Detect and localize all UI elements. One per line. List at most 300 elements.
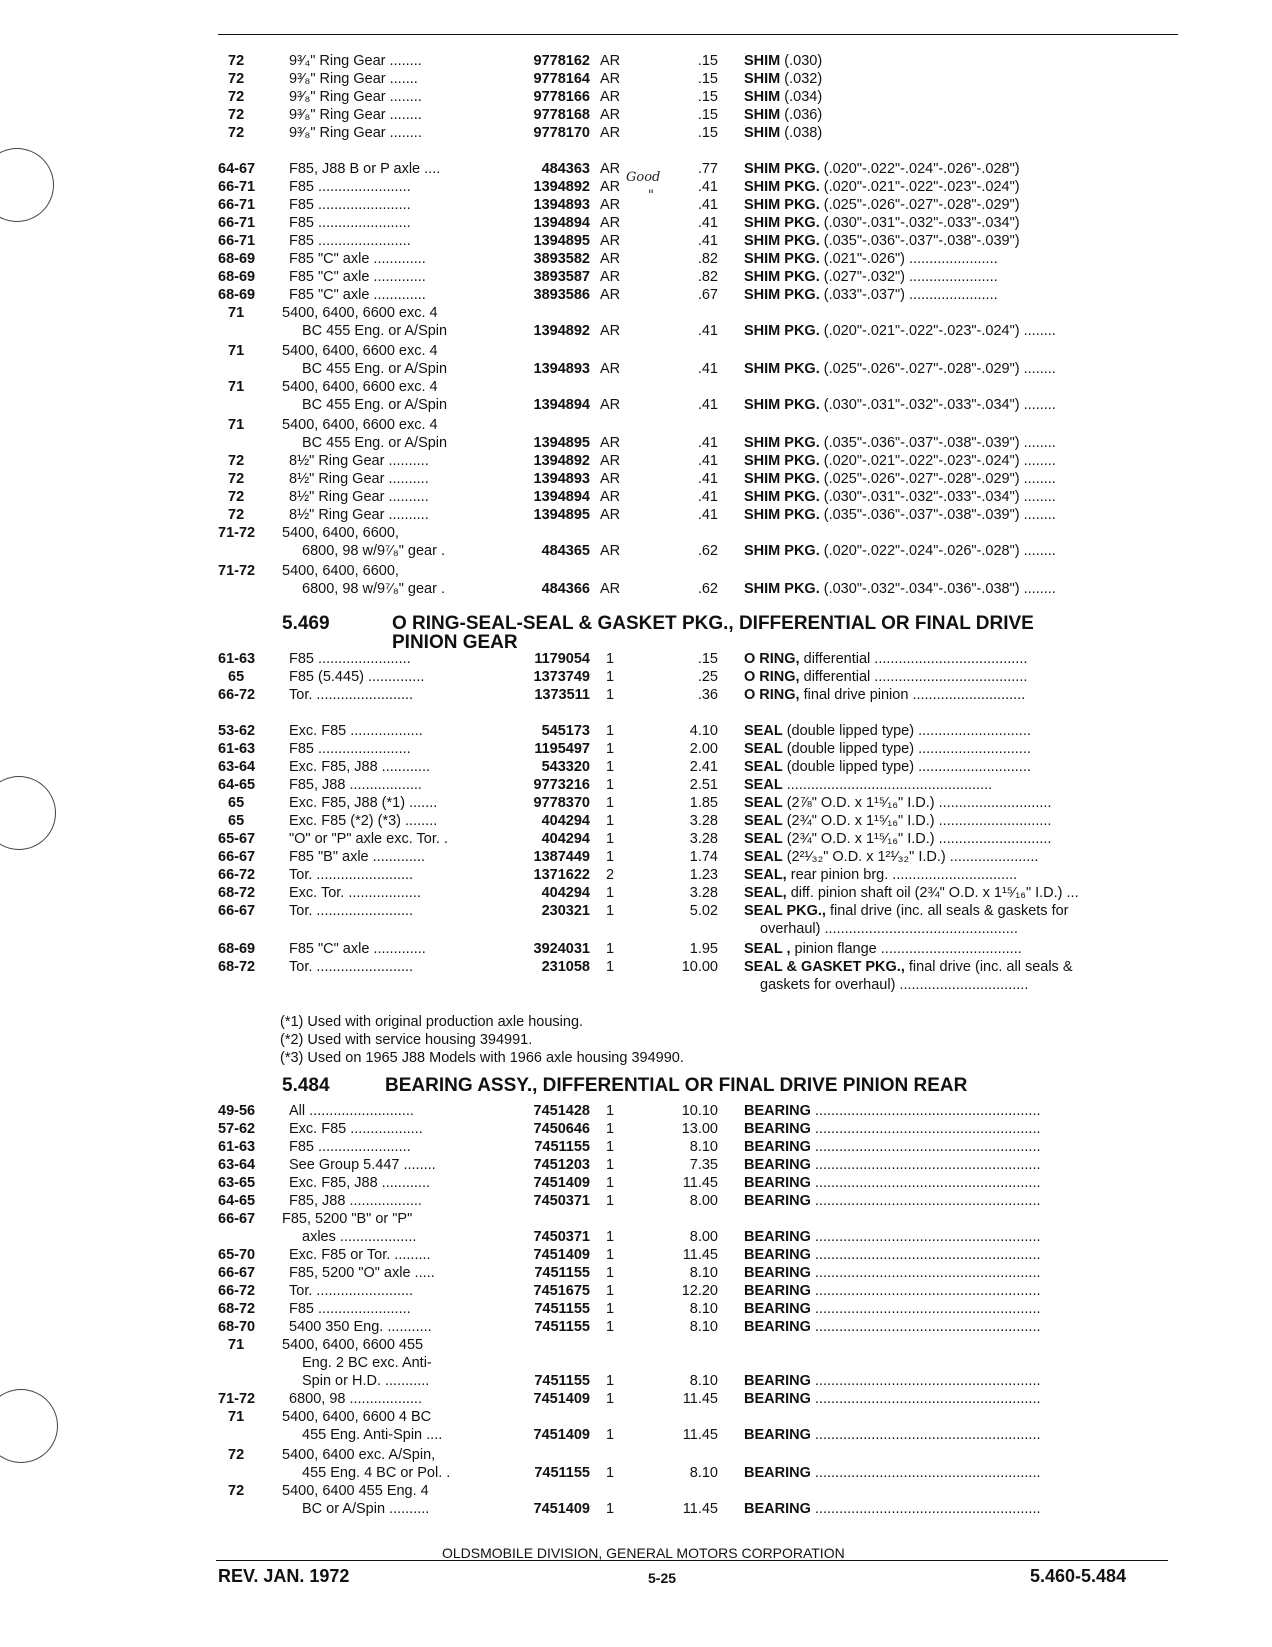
part-name-bold: BEARING (744, 1465, 811, 1481)
part-name-bold: SHIM PKG. (744, 233, 820, 249)
part-name-bold: SHIM PKG. (744, 197, 820, 213)
part-name-bold: SHIM PKG. (744, 361, 820, 377)
part-detail: final drive (inc. all seals & (908, 959, 1073, 975)
part-detail: (.033"-.037") ...................... (823, 287, 998, 303)
price: .82 (697, 251, 718, 267)
part-name (744, 488, 1174, 506)
part-detail: (2¾" O.D. x 1¹⁵⁄₁₆" I.D.) ............................ (786, 813, 1052, 829)
part-detail-line2: gaskets for overhaul) ................................ (760, 977, 1029, 993)
application-description: F85 ....................... (289, 1301, 411, 1317)
price: 8.10 (689, 1301, 718, 1317)
part-detail-line2: overhaul) ................................................ (760, 921, 1018, 937)
application-description-line3: Spin or H.D. ........... (302, 1373, 430, 1389)
part-number: 1394895 (533, 507, 590, 523)
application-description: Tor. ........................ (289, 959, 414, 975)
quantity: 1 (606, 1193, 615, 1209)
model-years: 72 (228, 53, 245, 69)
part-detail: (.035"-.036"-.037"-.038"-.039") (823, 233, 1020, 249)
price: .15 (697, 71, 718, 87)
part-name-bold: SHIM PKG. (744, 543, 820, 559)
model-years: 65-70 (218, 1247, 256, 1263)
model-years: 66-71 (218, 197, 256, 213)
quantity: 1 (606, 959, 615, 975)
part-number: 7451409 (533, 1175, 590, 1191)
application-description-line2: Eng. 2 BC exc. Anti- (302, 1355, 432, 1371)
application-description: F85 "C" axle ............. (289, 251, 426, 267)
application-description: F85, J88 .................. (289, 777, 422, 793)
part-name-bold: SHIM PKG. (744, 323, 820, 339)
part-name-bold: SHIM (744, 107, 781, 123)
part-name (744, 866, 1174, 884)
model-years: 66-71 (218, 233, 256, 249)
part-detail: (.030) (784, 53, 823, 69)
price: .25 (697, 669, 718, 685)
model-years: 68-69 (218, 269, 256, 285)
part-name (744, 650, 1174, 668)
part-number: 3893586 (533, 287, 590, 303)
part-detail: ........................................................ (814, 1265, 1041, 1281)
quantity: 1 (606, 759, 615, 775)
model-years: 71 (228, 1337, 245, 1353)
quantity: 1 (606, 1139, 615, 1155)
binder-hole (0, 776, 56, 850)
model-years: 71 (228, 379, 245, 395)
part-detail: (double lipped type) ............................ (786, 759, 1031, 775)
application-description: "O" or "P" axle exc. Tor. . (289, 831, 448, 847)
part-name-bold: BEARING (744, 1247, 811, 1263)
quantity: AR (600, 435, 621, 451)
part-detail: ........................................................ (814, 1427, 1041, 1443)
price: .41 (697, 215, 718, 231)
model-years: 57-62 (218, 1121, 256, 1137)
part-number: 9778168 (533, 107, 590, 123)
application-description: Tor. ........................ (289, 687, 414, 703)
part-name-bold: SEAL (744, 723, 783, 739)
application-description: 9³⁄₈" Ring Gear ........ (289, 89, 422, 105)
quantity: AR (600, 507, 621, 523)
part-name (744, 668, 1174, 686)
quantity: AR (600, 161, 621, 177)
application-description-line2: BC 455 Eng. or A/Spin (302, 397, 448, 413)
part-detail: ........................................................ (814, 1121, 1041, 1137)
part-name-bold: SHIM PKG. (744, 251, 820, 267)
application-description: F85 "B" axle ............. (289, 849, 426, 865)
application-description: 9³⁄₈" Ring Gear ....... (289, 71, 418, 87)
part-name-bold: BEARING (744, 1193, 811, 1209)
part-detail: ........................................................ (814, 1103, 1041, 1119)
application-description: F85 ....................... (289, 215, 411, 231)
part-name (744, 1138, 1174, 1156)
part-detail: (.020"-.021"-.022"-.023"-.024") ........ (823, 453, 1056, 469)
quantity: 1 (606, 669, 615, 685)
part-number: 1394894 (533, 215, 590, 231)
part-detail: diff. pinion shaft oil (2¾" O.D. x 1¹⁵⁄₁₆" I.D.) ... (790, 885, 1079, 901)
part-name (744, 70, 1174, 88)
part-number: 7451409 (533, 1501, 590, 1517)
application-description: F85 "C" axle ............. (289, 941, 426, 957)
part-detail: (2²¹⁄₃₂" O.D. x 1²¹⁄₃₂" I.D.) ...................... (786, 849, 1039, 865)
part-number: 7450646 (533, 1121, 590, 1137)
application-description: F85 ....................... (289, 197, 411, 213)
part-number: 1394892 (533, 179, 590, 195)
model-years: 66-72 (218, 867, 256, 883)
part-name-bold: SEAL PKG., (744, 903, 826, 919)
part-detail: (2¾" O.D. x 1¹⁵⁄₁₆" I.D.) ............................ (786, 831, 1052, 847)
price: 8.10 (689, 1139, 718, 1155)
part-name-bold: SHIM PKG. (744, 269, 820, 285)
section-5484-title: BEARING ASSY., DIFFERENTIAL OR FINAL DRIVE PINION REAR (385, 1075, 968, 1096)
part-number: 545173 (541, 723, 590, 739)
application-description: Tor. ........................ (289, 867, 414, 883)
part-detail: ........................................................ (814, 1301, 1041, 1317)
quantity: AR (600, 489, 621, 505)
part-name-bold: SEAL (744, 849, 783, 865)
part-name (744, 88, 1174, 106)
part-number: 7451155 (534, 1301, 590, 1317)
part-detail: (.032) (784, 71, 823, 87)
quantity: AR (600, 179, 621, 195)
model-years: 63-64 (218, 1157, 256, 1173)
price: .82 (697, 269, 718, 285)
part-detail: (.025"-.026"-.027"-.028"-.029") ........ (823, 361, 1056, 377)
price: .15 (697, 53, 718, 69)
quantity: AR (600, 233, 621, 249)
application-description: F85, 5200 "B" or "P" (282, 1211, 413, 1227)
model-years: 66-67 (218, 1211, 256, 1227)
application-description: Exc. F85, J88 ............ (289, 759, 431, 775)
model-years: 64-65 (218, 777, 256, 793)
part-name-bold: SEAL, (744, 885, 787, 901)
price: .15 (697, 89, 718, 105)
part-name (744, 1372, 1174, 1390)
part-name (744, 1120, 1174, 1138)
model-years: 66-71 (218, 215, 256, 231)
part-detail: (.021"-.026") ...................... (823, 251, 998, 267)
application-description: Exc. F85 .................. (289, 1121, 423, 1137)
price: .62 (697, 543, 718, 559)
top-rule (218, 34, 1178, 35)
quantity: AR (600, 323, 621, 339)
model-years: 65-67 (218, 831, 256, 847)
part-number: 3893582 (533, 251, 590, 267)
part-name (744, 452, 1174, 470)
model-years: 71-72 (218, 525, 256, 541)
part-number: 231058 (541, 959, 590, 975)
part-detail: (.035"-.036"-.037"-.038"-.039") ........ (823, 507, 1056, 523)
model-years: 65 (228, 669, 245, 685)
part-number: 484366 (541, 581, 590, 597)
part-detail: (double lipped type) ............................ (786, 723, 1031, 739)
application-description-line2: 6800, 98 w/9⁷⁄₈" gear . (302, 581, 445, 597)
part-name-bold: BEARING (744, 1157, 811, 1173)
part-name (744, 902, 1174, 920)
part-name (744, 232, 1174, 250)
application-description: 5400, 6400, 6600 exc. 4 (282, 343, 438, 359)
quantity: 1 (606, 687, 615, 703)
part-number: 3924031 (533, 941, 590, 957)
part-name (744, 268, 1174, 286)
application-description: F85, J88 .................. (289, 1193, 422, 1209)
quantity: AR (600, 71, 621, 87)
part-name-bold: SHIM PKG. (744, 161, 820, 177)
part-name (744, 214, 1174, 232)
price: .41 (697, 323, 718, 339)
part-detail: ........................................................ (814, 1193, 1041, 1209)
application-description: 8½" Ring Gear .......... (289, 507, 429, 523)
part-detail: ........................................................ (814, 1247, 1041, 1263)
part-name (744, 470, 1174, 488)
quantity: 1 (606, 1265, 615, 1281)
part-name-bold: BEARING (744, 1319, 811, 1335)
model-years: 68-72 (218, 959, 256, 975)
handwritten-check-ditto: " (648, 188, 654, 203)
model-years: 72 (228, 507, 245, 523)
application-description: F85 "C" axle ............. (289, 269, 426, 285)
part-name (744, 506, 1174, 524)
price: 1.85 (689, 795, 718, 811)
part-name (744, 830, 1174, 848)
application-description-line2: BC 455 Eng. or A/Spin (302, 323, 448, 339)
part-number: 7451155 (534, 1319, 590, 1335)
price: .41 (697, 179, 718, 195)
model-years: 53-62 (218, 723, 256, 739)
part-name-bold: SHIM PKG. (744, 287, 820, 303)
quantity: AR (600, 269, 621, 285)
price: 8.10 (689, 1373, 718, 1389)
application-description-line2: 6800, 98 w/9⁷⁄₈" gear . (302, 543, 445, 559)
quantity: 1 (606, 1319, 615, 1335)
footnote-3: (*3) Used on 1965 J88 Models with 1966 axle housing 394990. (280, 1050, 684, 1066)
part-detail: ........................................................ (814, 1139, 1041, 1155)
application-description: F85, 5200 "O" axle ..... (289, 1265, 435, 1281)
application-description: F85 (5.445) .............. (289, 669, 425, 685)
part-number: 230321 (541, 903, 590, 919)
model-years: 71 (228, 1409, 245, 1425)
price: 11.45 (682, 1501, 718, 1517)
part-number: 9778162 (533, 53, 590, 69)
part-number: 404294 (541, 813, 590, 829)
part-number: 1394895 (533, 435, 590, 451)
part-detail: differential ...................................... (803, 651, 1028, 667)
quantity: 1 (606, 903, 615, 919)
part-number: 7450371 (533, 1229, 590, 1245)
part-number: 7451155 (534, 1265, 590, 1281)
model-years: 68-72 (218, 1301, 256, 1317)
application-description: F85 "C" axle ............. (289, 287, 426, 303)
part-name-bold: BEARING (744, 1175, 811, 1191)
quantity: 2 (606, 867, 615, 883)
price: 8.00 (689, 1229, 718, 1245)
part-name (744, 160, 1174, 178)
part-name-bold: BEARING (744, 1373, 811, 1389)
model-years: 68-69 (218, 251, 256, 267)
price: 3.28 (689, 813, 718, 829)
part-name (744, 1500, 1174, 1518)
price: 8.10 (689, 1265, 718, 1281)
part-name (744, 1390, 1174, 1408)
part-detail: (.030"-.031"-.032"-.033"-.034") ........ (823, 397, 1056, 413)
part-name (744, 322, 1174, 340)
part-name (744, 958, 1174, 976)
part-name (744, 848, 1174, 866)
quantity: 1 (606, 1229, 615, 1245)
model-years: 61-63 (218, 741, 256, 757)
application-description-line2: BC 455 Eng. or A/Spin (302, 361, 448, 377)
part-number: 7451409 (533, 1391, 590, 1407)
part-name (744, 884, 1174, 902)
application-description: Exc. F85, J88 (*1) ....... (289, 795, 438, 811)
part-name-bold: SHIM (744, 71, 781, 87)
part-detail: (.020"-.022"-.024"-.026"-.028") ........ (823, 543, 1056, 559)
quantity: 1 (606, 1301, 615, 1317)
footnote-2: (*2) Used with service housing 394991. (280, 1032, 533, 1048)
part-number: 1394893 (533, 471, 590, 487)
part-number: 7451155 (534, 1465, 590, 1481)
part-name-bold: SHIM PKG. (744, 397, 820, 413)
quantity: 1 (606, 1247, 615, 1263)
price: .36 (697, 687, 718, 703)
quantity: AR (600, 471, 621, 487)
application-description: 5400, 6400 455 Eng. 4 (282, 1483, 429, 1499)
part-number: 543320 (541, 759, 590, 775)
application-description: Exc. Tor. .................. (289, 885, 421, 901)
part-number: 9778164 (533, 71, 590, 87)
price: 3.28 (689, 831, 718, 847)
part-detail: ........................................................ (814, 1229, 1041, 1245)
part-detail: (.025"-.026"-.027"-.028"-.029") ........ (823, 471, 1056, 487)
price: 2.41 (689, 759, 718, 775)
application-description: F85 ....................... (289, 741, 411, 757)
part-number: 7451409 (533, 1247, 590, 1263)
part-name-bold: BEARING (744, 1283, 811, 1299)
price: .41 (697, 453, 718, 469)
quantity: 1 (606, 1373, 615, 1389)
part-name-bold: SEAL (744, 759, 783, 775)
part-name (744, 196, 1174, 214)
quantity: AR (600, 197, 621, 213)
model-years: 66-67 (218, 1265, 256, 1281)
part-number: 484363 (541, 161, 590, 177)
model-years: 66-67 (218, 903, 256, 919)
quantity: 1 (606, 1157, 615, 1173)
part-detail: rear pinion brg. ............................... (790, 867, 1018, 883)
application-description: 8½" Ring Gear .......... (289, 453, 429, 469)
model-years: 65 (228, 795, 245, 811)
model-years: 61-63 (218, 651, 256, 667)
application-description: 9³⁄₈" Ring Gear ........ (289, 107, 422, 123)
price: .41 (697, 397, 718, 413)
model-years: 66-71 (218, 179, 256, 195)
quantity: AR (600, 125, 621, 141)
application-description: 5400, 6400, 6600 4 BC (282, 1409, 432, 1425)
model-years: 68-69 (218, 941, 256, 957)
application-description: Exc. F85 (*2) (*3) ........ (289, 813, 438, 829)
quantity: AR (600, 453, 621, 469)
part-detail: (.038) (784, 125, 823, 141)
part-name (744, 940, 1174, 958)
application-description: 5400, 6400, 6600, (282, 563, 399, 579)
part-detail: ........................................................ (814, 1319, 1041, 1335)
model-years: 64-67 (218, 161, 256, 177)
price: .15 (697, 125, 718, 141)
part-name-bold: SHIM PKG. (744, 435, 820, 451)
part-number: 7451675 (533, 1283, 590, 1299)
part-name (744, 1426, 1174, 1444)
part-number: 484365 (541, 543, 590, 559)
part-number: 1394892 (533, 323, 590, 339)
part-name-bold: O RING, (744, 687, 800, 703)
part-number: 7451203 (533, 1157, 590, 1173)
price: 1.23 (689, 867, 718, 883)
part-detail: pinion flange ................................... (794, 941, 1022, 957)
part-number: 1373749 (533, 669, 590, 685)
model-years: 65 (228, 813, 245, 829)
part-number: 1179054 (534, 651, 590, 667)
part-name-bold: SEAL (744, 831, 783, 847)
price: 10.00 (681, 959, 718, 975)
price: .41 (697, 435, 718, 451)
part-name-bold: SHIM PKG. (744, 581, 820, 597)
part-name (744, 686, 1174, 704)
model-years: 66-67 (218, 849, 256, 865)
price: 10.10 (681, 1103, 718, 1119)
part-number: 3893587 (533, 269, 590, 285)
part-number: 7451428 (533, 1103, 590, 1119)
part-name-bold: SEAL, (744, 867, 787, 883)
price: .15 (697, 107, 718, 123)
application-description: F85 ....................... (289, 179, 411, 195)
model-years: 72 (228, 489, 245, 505)
quantity: 1 (606, 1427, 615, 1443)
part-detail: (2⅞" O.D. x 1¹⁵⁄₁₆" I.D.) ............................ (786, 795, 1052, 811)
price: 13.00 (681, 1121, 718, 1137)
application-description: 5400, 6400 exc. A/Spin, (282, 1447, 436, 1463)
part-name-bold: BEARING (744, 1301, 811, 1317)
part-name (744, 434, 1174, 452)
part-name-bold: SEAL (744, 795, 783, 811)
part-number: 7450371 (533, 1193, 590, 1209)
part-number: 1195497 (534, 741, 590, 757)
part-number: 1394893 (533, 197, 590, 213)
quantity: 1 (606, 1501, 615, 1517)
quantity: AR (600, 543, 621, 559)
part-detail: ........................................................ (814, 1465, 1041, 1481)
price: .41 (697, 507, 718, 523)
part-name-bold: BEARING (744, 1391, 811, 1407)
quantity: 1 (606, 777, 615, 793)
part-detail: ........................................................ (814, 1175, 1041, 1191)
footer-section-range: 5.460-5.484 (1030, 1566, 1127, 1586)
part-name-bold: SHIM (744, 53, 781, 69)
footer-revision: REV. JAN. 1972 (218, 1566, 350, 1586)
part-name-bold: O RING, (744, 669, 800, 685)
quantity: 1 (606, 1465, 615, 1481)
application-description: Tor. ........................ (289, 903, 414, 919)
model-years: 64-65 (218, 1193, 256, 1209)
model-years: 72 (228, 71, 245, 87)
application-description-line2: 455 Eng. 4 BC or Pol. . (302, 1465, 451, 1481)
part-name (744, 106, 1174, 124)
part-detail: ................................................... (786, 777, 993, 793)
part-name-bold: BEARING (744, 1139, 811, 1155)
price: 8.00 (689, 1193, 718, 1209)
part-name-bold: SHIM PKG. (744, 453, 820, 469)
quantity: AR (600, 53, 621, 69)
application-description: 6800, 98 .................. (289, 1391, 422, 1407)
application-description: 5400 350 Eng. ........... (289, 1319, 432, 1335)
part-name-bold: SEAL , (744, 941, 791, 957)
quantity: AR (600, 397, 621, 413)
